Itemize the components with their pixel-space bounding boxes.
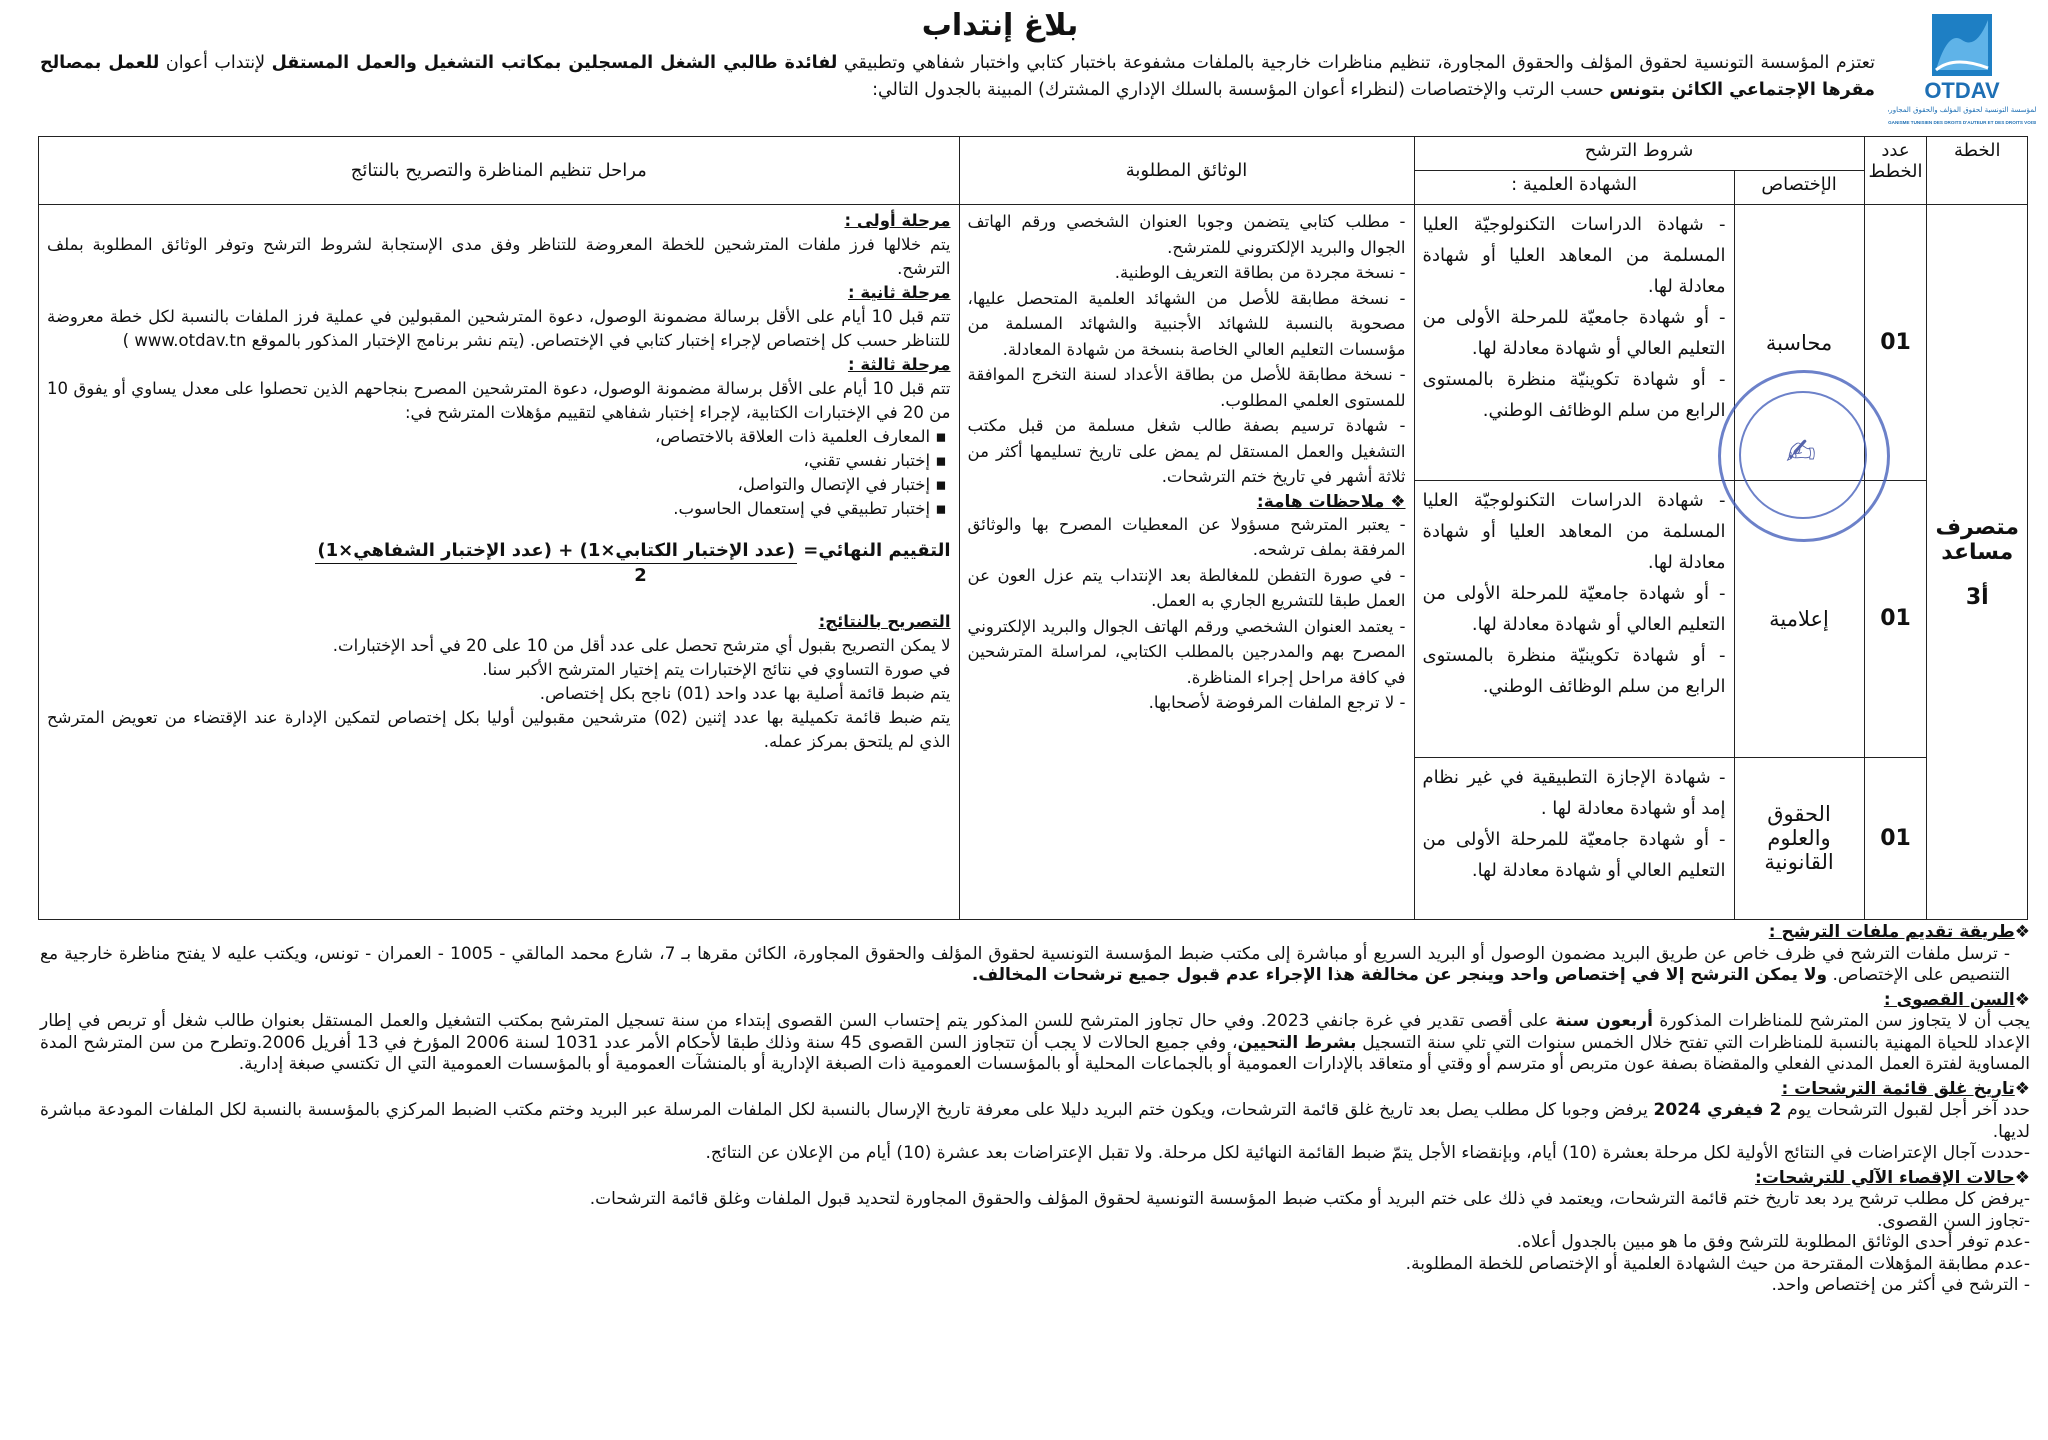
note-item: - يعتبر المترشح مسؤولا عن المعطيات المصرح بها والوثائق المرفقة بملف ترشحه. — [968, 512, 1406, 563]
exclusion-item: - الترشح في أكثر من إختصاص واحد. — [1771, 1275, 2030, 1295]
exclusion-item: -تجاوز السن القصوى. — [1877, 1210, 2030, 1231]
notes-title: ❖ ملاحظات هامة: — [968, 492, 1406, 512]
age-text-2: على أقصى تقدير في غرة جانفي 2023. وفي حال تجاوز المترشح للسن المذكور يتم إحتساب السن القصوى إبتداء من سنة تسجيل المترشح بمكتب التشغيل والعمل المستقل بعنوان طالب شغل أو تربص في إطار الإعداد للحياة المهنية بالنسبة للمناظرات التي تفتح خلال الخمس سنوات التي تلي سنة التسجيل — [40, 1011, 2030, 1053]
stage3-item: ▪ إختبار في الإتصال والتواصل، — [47, 473, 947, 497]
otdav-logo — [1888, 10, 2036, 130]
exclusion-title: ❖ حالات الإقصاء الآلي للترشحات: — [1755, 1168, 2030, 1188]
header-certificate: الشهادة العلمية : — [1414, 171, 1734, 205]
signature-icon: ✍ — [1785, 432, 1817, 473]
age-text-1: يجب أن لا يتجاوز سن المترشح للمناظرات المذكورة — [1652, 1011, 2031, 1031]
note-item: - يعتمد العنوان الشخصي ورقم الهاتف الجوال والبريد الإلكتروني المصرح بهم والمدرجين بالمطلب الكتابي، لمراسلة المترشحين في كافة مراحل إجراء المناظرة. — [968, 614, 1406, 691]
svg-text:المؤسسة التونسية لحقوق المؤلف: المؤسسة التونسية لحقوق المؤلف والحقوق المجاورة — [1888, 106, 2036, 114]
intro-text-3: حسب الرتب والإختصاصات (لنظراء أعوان المؤسسة بالسلك الإداري المشترك) المبينة بالجدول التالي: — [872, 80, 1610, 100]
header-stages: مراحل تنظيم المناظرة والتصريح بالنتائج — [39, 137, 960, 205]
stage3-item: ▪ إختبار نفسي تقني، — [47, 449, 947, 473]
certificate-item: - شهادة الدراسات التكنولوجيّة العليا المسلمة من المعاهد العليا أو شهادة معادلة لها. — [1423, 485, 1726, 578]
certificate-item: - شهادة الدراسات التكنولوجيّة العليا المسلمة من المعاهد العليا أو شهادة معادلة لها. — [1423, 209, 1726, 302]
certificate-item: - أو شهادة تكوينيّة منظرة بالمستوى الرابع من سلم الوظائف الوطني. — [1423, 640, 1726, 702]
footer-sections — [40, 922, 2030, 1300]
result-item: يتم ضبط قائمة أصلية بها عدد واحد (01) ناجح بكل إختصاص. — [539, 684, 951, 704]
submission-section — [40, 922, 2030, 987]
note-item: - لا ترجع الملفات المرفوضة لأصحابها. — [968, 690, 1406, 716]
plan-cell — [1927, 205, 2028, 920]
specialty-cell: إعلامية — [1734, 481, 1864, 757]
certificate-list — [1423, 485, 1726, 702]
official-stamp — [1718, 370, 1890, 542]
closing-text-1: حدد آخر أجل لقبول الترشحات يوم — [1781, 1100, 2030, 1120]
certificate-item: - أو شهادة جامعيّة للمرحلة الأولى من التعليم العالي أو شهادة معادلة لها. — [1423, 824, 1726, 886]
stages-cell — [39, 205, 960, 920]
age-bold-2: بشرط التحيين — [1237, 1032, 1357, 1053]
exclusion-section — [40, 1168, 2030, 1297]
certificate-list — [1423, 762, 1726, 886]
formula-numerator: (عدد الإختبار الكتابي×1) + (عدد الإختبار الشفاهي×1) — [315, 539, 797, 564]
intro-bold-1: لفائدة طالبي الشغل المسجلين بمكاتب التشغيل والعمل المستقل — [271, 53, 838, 73]
age-text-3: ، وفي جميع الحالات لا يجب أن تتجاوز السن القصوى 45 سنة وذلك طبقا لأحكام الأمر عدد 1031 لسنة 2006 المؤرخ في 13 أفريل 2006.وتطرح من سن المترشح المدة المساوية لفترة العمل المدني الفعلي والمقضاة بصفة عون متربص أو مترسم أو وقتي أو متعاقد بالإدارات العمومية أو بالجماعات المحلية أو بالمؤسسات العمومية ذات الصبغة الإدارية أو بالمنشآت العمومية أو بالمؤسسات العمومية التي ال تكتسي صبغة إدارية. — [40, 1032, 2030, 1074]
positions-table — [38, 136, 2028, 920]
stage3-item: ▪ إختبار تطبيقي في إستعمال الحاسوب. — [47, 497, 947, 521]
header-conditions: شروط الترشح — [1414, 137, 1864, 171]
svg-text:ORGANISME TUNISIEN DES DROITS: ORGANISME TUNISIEN DES DROITS D'AUTEUR ET DES DROITS VOISINS — [1888, 120, 2036, 125]
certificate-list — [1423, 209, 1726, 426]
plan-grade: أ3 — [1965, 584, 1989, 610]
certificate-cell — [1414, 205, 1734, 481]
stage3-item: ▪ المعارف العلمية ذات العلاقة بالاختصاص، — [47, 425, 947, 449]
submission-title: ❖ طريقة تقديم ملفات الترشح : — [1769, 922, 2030, 942]
certificate-cell — [1414, 757, 1734, 920]
stage3-items — [47, 425, 951, 521]
page-title: بلاغ إنتداب — [921, 8, 1079, 43]
document-item: - نسخة مجردة من بطاقة التعريف الوطنية. — [968, 260, 1406, 286]
intro-text-2: لإنتداب أعوان — [159, 53, 272, 73]
closing-text-2: يرفض وجوبا كل مطلب يصل بعد تاريخ غلق قائمة الترشحات، ويكون ختم البريد دليلا على معرفة تاريخ الإرسال بالنسبة لكل الملفات المرسلة عبر البريد وختم مكتب الضبط المركزي بالمؤسسة بالنسبة لكل الملفات المودعة مباشرة لديها. — [40, 1100, 2030, 1142]
documents-cell — [959, 205, 1414, 920]
intro-bold-2: للعمل بمصالح مقرها الإجتماعي الكائن بتونس — [40, 53, 1875, 100]
age-section — [40, 990, 2030, 1076]
submission-text: - ترسل ملفات الترشح في ظرف خاص عن طريق البريد مضمون الوصول أو البريد السريع أو مباشرة إلى مكتب ضبط المؤسسة التونسية لحقوق المؤلف والحقوق المجاورة، الكائن مقرها بـ 7، شارع محمد المالقي - 1005 - العمران - تونس، ويكتب عليه لا يفتح مناظرة خارجية مع التنصيص على الإختصاص. — [40, 943, 2010, 985]
closing-text-3: -حددت آجال الإعتراضات في النتائج الأولية لكل مرحلة بعشرة (10) أيام، وبإنقضاء الأجل يتمّ ضبط القائمة النهائية لكل مرحلة. ولا تقبل الإعتراضات بعد عشرة (10) أيام من الإعلان عن النتائج. — [705, 1143, 2030, 1163]
exclusion-item: -عدم توفر أحدى الوثائق المطلوبة للترشح وفق ما هو مبين بالجدول أعلاه. — [1516, 1232, 2030, 1252]
stage2-text: تتم قبل 10 أيام على الأقل برسالة مضمونة الوصول، دعوة المترشحين المقبولين في عملية فرز الملفات بالنسبة لكل خطة معروضة للتناظر حسب كل إختصاص لإجراء إختبار كتابي في الإختصاص. (يتم نشر برنامج الإختبار المذكور بالموقع www.otdav.tn ) — [47, 307, 951, 351]
exclusion-item: -عدم مطابقة المؤهلات المقترحة من حيث الشهادة العلمية أو الإختصاص للخطة المطلوبة. — [1405, 1253, 2030, 1274]
specialty-cell: محاسبة — [1734, 205, 1864, 481]
stage2-title: مرحلة ثانية : — [847, 283, 951, 303]
final-score-formula — [47, 539, 951, 588]
formula-label: التقييم النهائي= — [803, 540, 951, 562]
certificate-cell — [1414, 481, 1734, 757]
documents-list — [968, 209, 1406, 490]
closing-title: ❖ تاريخ غلق قائمة الترشحات : — [1781, 1079, 2030, 1099]
note-item: - في صورة التفطن للمغالطة بعد الإنتداب يتم عزل العون عن العمل طبقا للتشريع الجاري به العمل. — [968, 563, 1406, 614]
closing-date: 2 فيفري 2024 — [1653, 1100, 1782, 1120]
stage3-text: تتم قبل 10 أيام على الأقل برسالة مضمونة الوصول، دعوة المترشحين المصرح بنجاحهم الذين تحصلوا على معدل يساوي أو يفوق 10 من 20 في الإختبارات الكتابية، لإجراء إختبار شفاهي لتقييم مؤهلات المترشح في: — [47, 379, 951, 423]
certificate-item: - شهادة الإجازة التطبيقية في غير نظام إمد أو شهادة معادلة لها . — [1423, 762, 1726, 824]
formula-denominator: 2 — [634, 565, 647, 587]
count-cell: 01 — [1864, 481, 1927, 757]
intro-text-1: تعتزم المؤسسة التونسية لحقوق المؤلف والحقوق المجاورة، تنظيم مناظرات خارجية بالملفات مشفوعة باختبار كتابي واختبار شفاهي وتطبيقي — [837, 53, 1875, 73]
age-bold-1: أربعون سنة — [1555, 1011, 1653, 1031]
otdav-logo-icon — [1888, 10, 2036, 130]
svg-text:OTDAV: OTDAV — [1924, 78, 2000, 103]
certificate-item: - أو شهادة جامعيّة للمرحلة الأولى من التعليم العالي أو شهادة معادلة لها. — [1423, 578, 1726, 640]
intro-paragraph — [40, 50, 1875, 104]
result-item: في صورة التساوي في نتائج الإختبارات يتم إختيار المترشح الأكبر سنا. — [482, 660, 951, 680]
plan-name: متصرف مساعد — [1935, 514, 2019, 565]
specialty-cell: الحقوق والعلوم القانونية — [1734, 757, 1864, 920]
stage1-title: مرحلة أولى : — [844, 211, 951, 231]
header-plan: الخطة — [1927, 137, 2028, 205]
header-count: عدد الخطط — [1864, 137, 1927, 205]
notes-list — [968, 512, 1406, 716]
document-item: - نسخة مطابقة للأصل من الشهائد العلمية المتحصل عليها، مصحوبة بالنسبة للشهائد الأجنبية والشهائد المسلمة من مؤسسات التعليم العالي الخاصة بنسخة من شهادة المعادلة. — [968, 286, 1406, 363]
stage1-text: يتم خلالها فرز ملفات المترشحين للخطة المعروضة للتناظر وفق مدى الإستجابة لشروط الترشح وتوفر الوثائق المطلوبة بملف الترشح. — [47, 235, 951, 279]
document-item: - شهادة ترسيم بصفة طالب شغل مسلمة من قبل مكتب التشغيل والعمل المستقل لم يمض على تاريخ تسليمها أكثر من ثلاثة أشهر في تاريخ ختم الترشحات. — [968, 413, 1406, 490]
count-cell: 01 — [1864, 757, 1927, 920]
exclusion-item: -يرفض كل مطلب ترشح يرد بعد تاريخ ختم قائمة الترشحات، ويعتمد في ذلك على ختم البريد أو مكتب ضبط المؤسسة التونسية لحقوق المؤلف والحقوق المجاورة لتحديد قبول الملفات وغلق قائمة الترشحات. — [589, 1189, 2030, 1209]
header-specialty: الإختصاص — [1734, 171, 1864, 205]
document-item: - مطلب كتابي يتضمن وجوبا العنوان الشخصي ورقم الهاتف الجوال والبريد الإلكتروني للمترشح. — [968, 209, 1406, 260]
table-header-row — [39, 137, 2028, 171]
age-title: ❖ السن القصوى : — [1884, 990, 2030, 1010]
count-cell: 01 — [1864, 205, 1927, 481]
result-item: لا يمكن التصريح بقبول أي مترشح تحصل على عدد أقل من 10 على 20 في أحد الإختبارات. — [332, 636, 951, 656]
document-item: - نسخة مطابقة للأصل من بطاقة الأعداد لسنة التخرج الموافقة للمستوى العلمي المطلوب. — [968, 362, 1406, 413]
closing-section — [40, 1079, 2030, 1165]
result-item: يتم ضبط قائمة تكميلية بها عدد إثنين (02) مترشحين مقبولين أوليا بكل إختصاص لتمكين الإدارة عند الإقتضاء من تعويض المترشح الذي لم يلتحق بمركز عمله. — [47, 708, 951, 752]
stage3-title: مرحلة ثالثة : — [847, 355, 951, 375]
header-documents: الوثائق المطلوبة — [959, 137, 1414, 205]
results-title: التصريح بالنتائج: — [818, 612, 951, 632]
certificate-item: - أو شهادة تكوينيّة منظرة بالمستوى الرابع من سلم الوظائف الوطني. — [1423, 364, 1726, 426]
certificate-item: - أو شهادة جامعيّة للمرحلة الأولى من التعليم العالي أو شهادة معادلة لها. — [1423, 302, 1726, 364]
submission-bold: ولا يمكن الترشح إلا في إختصاص واحد وينجر عن مخالفة هذا الإجراء عدم قبول جميع ترشحات المخالف. — [971, 965, 1828, 985]
